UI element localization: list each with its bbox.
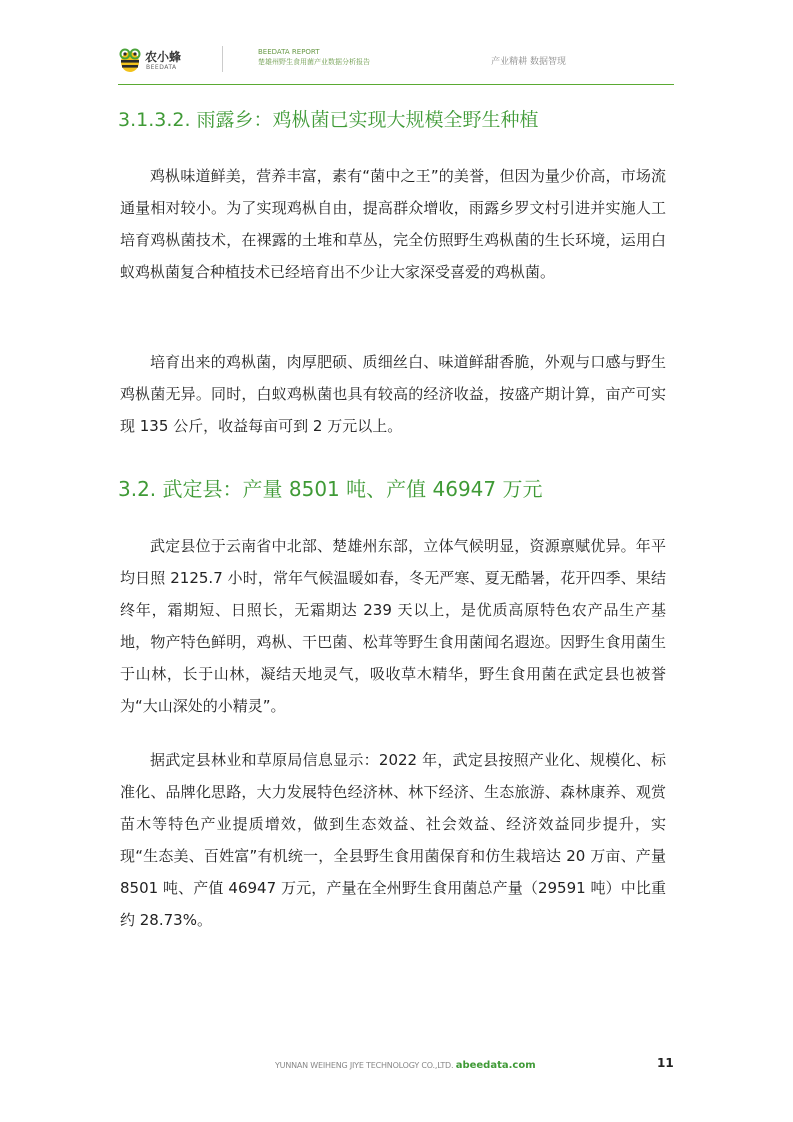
page-number: 11 [657,1056,674,1070]
section-heading-wuding: 3.2. 武定县：产量 8501 吨、产值 46947 万元 [118,477,543,501]
paragraph: 据武定县林业和草原局信息显示：2022 年，武定县按照产业化、规模化、标准化、品牌化思路，大力发展特色经济林、林下经济、生态旅游、森林康养、观赏苗木等特色产业提质增效，做到生态效益、社会效益、经济效益同步提升，实现“生态美、百姓富”有机统一，全县野生食用菌保育和仿生栽培达 20 万亩、产量 8501 吨、产值 46947 万元，产量在全州野生食用菌总产量（29591 吨）中比重约 28.73%。 [120,751,666,929]
report-label-cn: 楚雄州野生食用菌产业数据分析报告 [258,58,370,66]
logo-subtitle: BEEDATA [146,64,177,71]
beedata-logo [118,46,210,76]
paragraph: 鸡枞味道鲜美，营养丰富，素有“菌中之王”的美誉，但因为量少价高，市场流通量相对较小。为了实现鸡枞自由，提高群众增收，雨露乡罗文村引进并实施人工培育鸡枞菌技术，在裸露的土堆和草丛，完全仿照野生鸡枞菌的生长环境，运用白蚁鸡枞菌复合种植技术已经培育出不少让大家深受喜爱的鸡枞菌。 [120,167,666,281]
footer-company [275,1060,536,1071]
website-link[interactable]: abeedata.com [455,1060,536,1071]
logo-name: 农小蜂 [145,50,182,64]
header-divider [222,46,223,72]
bee-icon [118,47,142,73]
report-title-block [258,48,370,67]
header-tagline: 产业精耕 数据智现 [491,57,566,67]
report-label-en: BEEDATA REPORT [258,48,320,56]
paragraph: 培育出来的鸡枞菌，肉厚肥硕、质细丝白、味道鲜甜香脆，外观与口感与野生鸡枞菌无异。同时，白蚁鸡枞菌也具有较高的经济收益，按盛产期计算，亩产可实现 135 公斤，收益每亩可到 2 万元以上。 [120,353,666,435]
paragraph: 武定县位于云南省中北部、楚雄州东部，立体气候明显，资源禀赋优异。年平均日照 2125.7 小时，常年气候温暖如春，冬无严寒、夏无酷暑，花开四季、果结终年，霜期短、日照长，无霜期达 239 天以上，是优质高原特色农产品生产基地，物产特色鲜明，鸡枞、干巴菌、松茸等野生食用菌闻名遐迩。因野生食用菌生于山林，长于山林，凝结天地灵气，吸收草木精华，野生食用菌在武定县也被誉为“大山深处的小精灵”。 [120,537,666,715]
company-name: YUNNAN WEIHENG JIYE TECHNOLOGY CO.,LTD. [275,1061,454,1070]
section-heading-yulu: 3.1.3.2. 雨露乡：鸡枞菌已实现大规模全野生种植 [118,109,539,131]
page-header [118,40,674,85]
